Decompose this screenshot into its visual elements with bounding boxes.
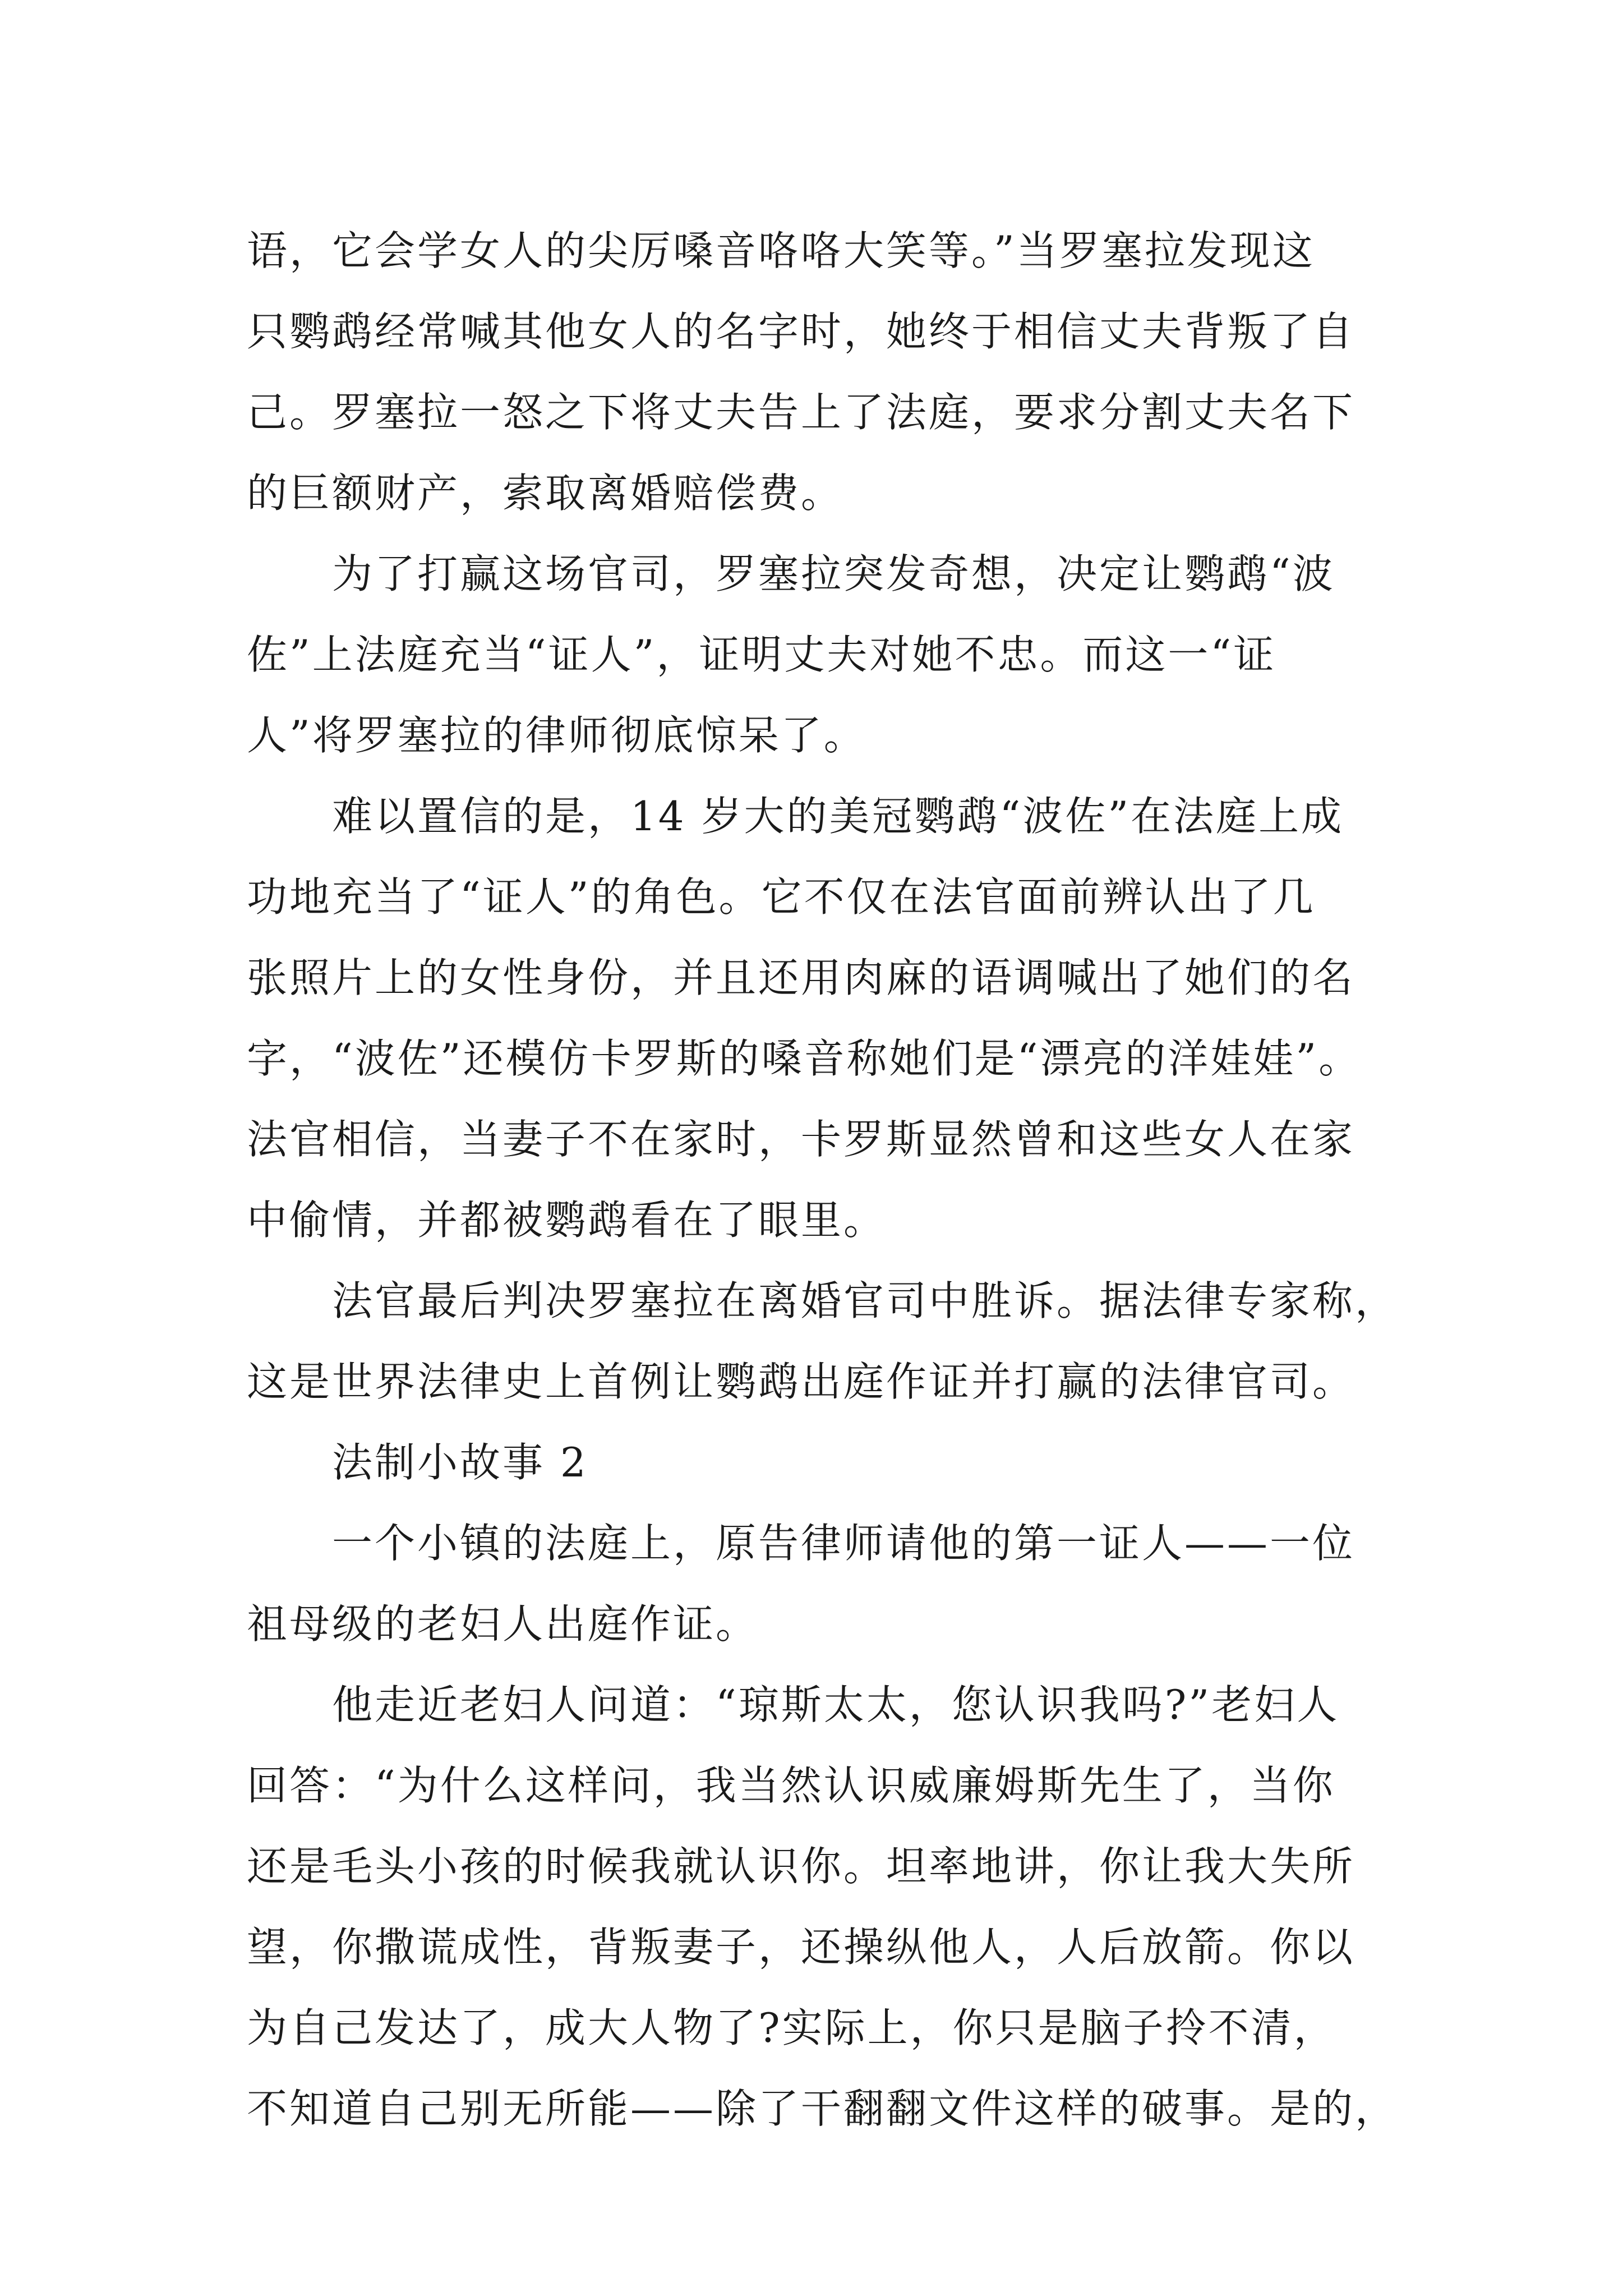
section-heading: 法制小故事 2: [332, 1439, 588, 1486]
text-line: 功地充当了“证人”的角色。它不仅在法官面前辨认出了几: [247, 873, 1316, 921]
paragraph-start-line: 一个小镇的法庭上，原告律师请他的第一证人——一位: [332, 1520, 1355, 1567]
text-line: 的巨额财产，索取离婚赔偿费。: [247, 470, 844, 517]
text-line: 字，“波佐”还模仿卡罗斯的嗓音称她们是“漂亮的洋娃娃”。: [247, 1035, 1362, 1082]
document-body: [247, 210, 1413, 2149]
paragraph-start-line: 难以置信的是，14 岁大的美冠鹦鹉“波佐”在法庭上成: [332, 793, 1344, 840]
text-line: 张照片上的女性身份，并且还用肉麻的语调喊出了她们的名: [247, 954, 1355, 1001]
text-line: 祖母级的老妇人出庭作证。: [247, 1600, 759, 1648]
text-line: 这是世界法律史上首例让鹦鹉出庭作证并打赢的法律官司。: [247, 1358, 1355, 1405]
text-line: 人”将罗塞拉的律师彻底惊呆了。: [247, 712, 866, 759]
text-line: 为自己发达了，成大人物了?实际上，你只是脑子拎不清，: [247, 2004, 1336, 2051]
paragraph-start-line: 法官最后判决罗塞拉在离婚官司中胜诉。据法律专家称，: [332, 1277, 1398, 1324]
text-line: 回答：“为什么这样问，我当然认识威廉姆斯先生了，当你: [247, 1762, 1335, 1809]
paragraph-start-line: 为了打赢这场官司，罗塞拉突发奇想，决定让鹦鹉“波: [332, 550, 1335, 597]
text-line: 中偷情，并都被鹦鹉看在了眼里。: [247, 1197, 887, 1244]
text-line: 佐”上法庭充当“证人”，证明丈夫对她不忠。而这一“证: [247, 631, 1276, 678]
text-line: 只鹦鹉经常喊其他女人的名字时，她终于相信丈夫背叛了自: [247, 308, 1355, 355]
text-line: 语，它会学女人的尖厉嗓音咯咯大笑等。”当罗塞拉发现这: [247, 227, 1315, 274]
text-line: 不知道自己别无所能——除了干翻翻文件这样的破事。是的，: [247, 2085, 1398, 2132]
paragraph-start-line: 他走近老妇人问道：“琼斯太太，您认识我吗?”老妇人: [332, 1681, 1340, 1728]
text-line: 己。罗塞拉一怒之下将丈夫告上了法庭，要求分割丈夫名下: [247, 389, 1355, 436]
text-line: 法官相信，当妻子不在家时，卡罗斯显然曾和这些女人在家: [247, 1116, 1355, 1163]
text-line: 还是毛头小孩的时候我就认识你。坦率地讲，你让我大失所: [247, 1843, 1355, 1890]
text-line: 望，你撒谎成性，背叛妻子，还操纵他人，人后放箭。你以: [247, 1924, 1355, 1971]
